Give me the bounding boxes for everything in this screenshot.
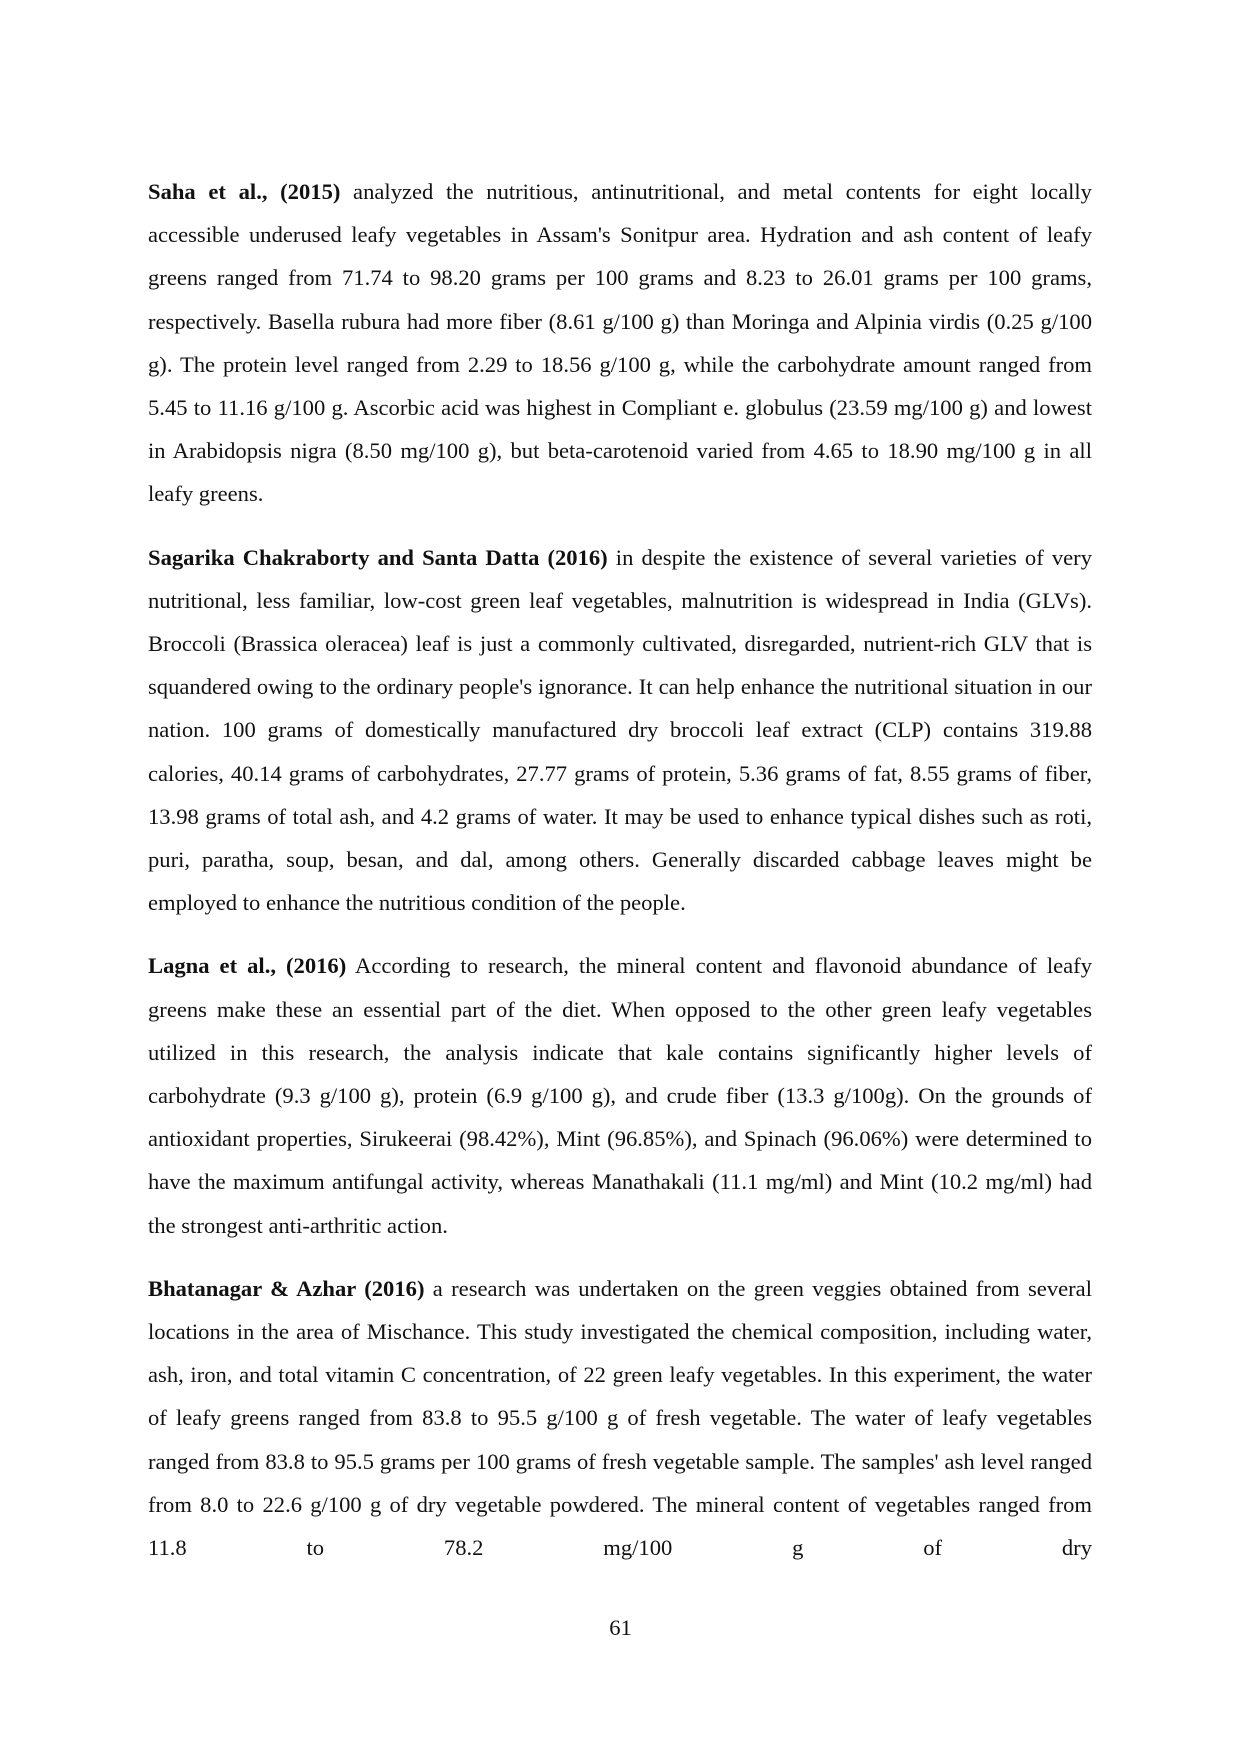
paragraph-text: a research was undertaken on the green veggies obtained from several locations in the area of Mischance. This study investigated the chemical composition, including water, ash, iron, and total vitamin C concentration, of 22 green leafy vegetables. In this experiment, the water of leafy greens ranged from 83.8 to 95.5 g/100 g of fresh vegetable. The water of leafy vegetables ranged from 83.8 to 95.5 grams per 100 grams of fresh vegetable sample. The samples' ash level ranged from 8.0 to 22.6 g/100 g of dry vegetable powdered. The mineral content of vegetables ranged from 11.8 to 78.2 mg/100 g of dry — [148, 1275, 1092, 1561]
citation-lagna-2016: Lagna et al., (2016) — [148, 953, 347, 979]
citation-bhatanagar-azhar-2016: Bhatanagar & Azhar (2016) — [148, 1275, 425, 1301]
paragraph-bhatanagar-azhar-2016 — [148, 1267, 1092, 1569]
citation-saha-2015: Saha et al., (2015) — [148, 179, 341, 204]
paragraph-lagna-2016 — [148, 944, 1092, 1246]
page-number: 61 — [609, 1615, 632, 1640]
body-text — [148, 170, 1092, 1569]
paragraph-text: in despite the existence of several varieties of very nutritional, less familiar, low-cost green leaf vegetables, malnutrition is widespread in India (GLVs). Broccoli (Brassica oleracea) leaf is just a commonly cultivated, disregarded, nutrient-rich GLV that is squandered owing to the ordinary people's ignorance. It can help enhance the nutritional situation in our nation. 100 grams of domestically manufactured dry broccoli leaf extract (CLP) contains 319.88 calories, 40.14 grams of carbohydrates, 27.77 grams of protein, 5.36 grams of fat, 8.55 grams of fiber, 13.98 grams of total ash, and 4.2 grams of water. It may be used to enhance typical dishes such as roti, puri, paratha, soup, besan, and dal, among others. Generally discarded cabbage leaves might be employed to enhance the nutritious condition of the people. — [148, 544, 1092, 916]
paragraph-saha-2015 — [148, 170, 1092, 516]
citation-chakraborty-datta-2016: Sagarika Chakraborty and Santa Datta (2016) — [148, 544, 608, 570]
paragraph-chakraborty-datta-2016 — [148, 536, 1092, 925]
paragraph-text: According to research, the mineral content and flavonoid abundance of leafy greens make these an essential part of the diet. When opposed to the other green leafy vegetables utilized in this research, the analysis indicate that kale contains significantly higher levels of carbohydrate (9.3 g/100 g), protein (6.9 g/100 g), and crude fiber (13.3 g/100g). On the grounds of antioxidant properties, Sirukeerai (98.42%), Mint (96.85%), and Spinach (96.06%) were determined to have the maximum antifungal activity, whereas Manathakali (11.1 mg/ml) and Mint (10.2 mg/ml) had the strongest anti-arthritic action. — [148, 953, 1092, 1238]
paragraph-text: analyzed the nutritious, antinutritional, and metal contents for eight locally accessible underused leafy vegetables in Assam's Sonitpur area. Hydration and ash content of leafy greens ranged from 71.74 to 98.20 grams per 100 grams and 8.23 to 26.01 grams per 100 grams, respectively. Basella rubura had more fiber (8.61 g/100 g) than Moringa and Alpinia virdis (0.25 g/100 g). The protein level ranged from 2.29 to 18.56 g/100 g, while the carbohydrate amount ranged from 5.45 to 11.16 g/100 g. Ascorbic acid was highest in Compliant e. globulus (23.59 mg/100 g) and lowest in Arabidopsis nigra (8.50 mg/100 g), but beta-carotenoid varied from 4.65 to 18.90 mg/100 g in all leafy greens. — [148, 179, 1092, 507]
